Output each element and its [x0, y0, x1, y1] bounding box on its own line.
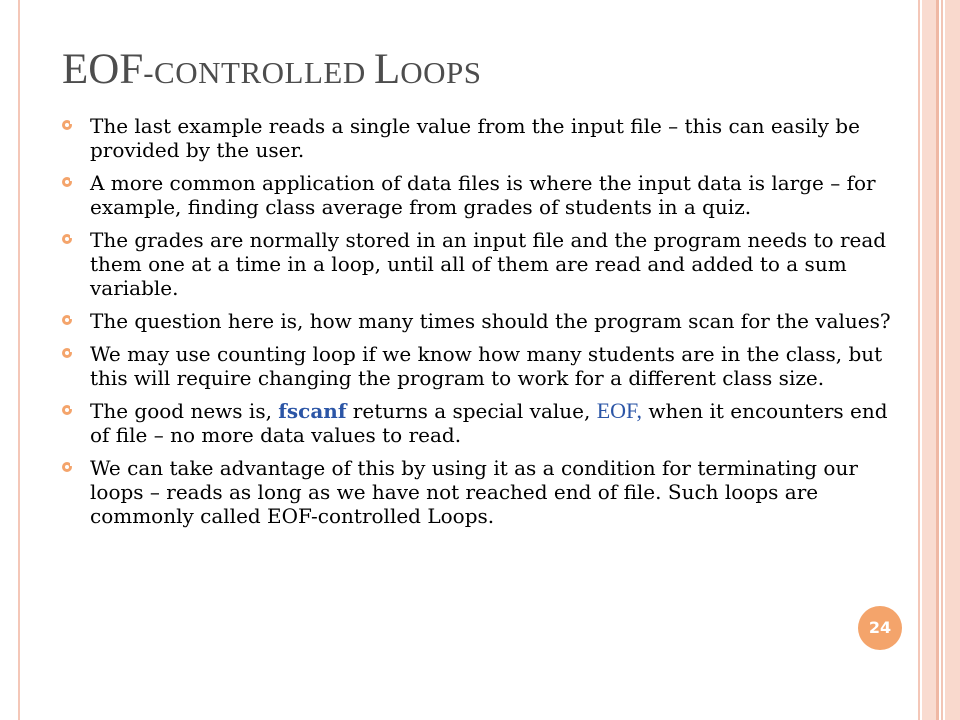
bullet-text: The grades are normally stored in an input file and the program needs to read them one at a time in a loop, until all of them are read and added to a sum variable. [90, 228, 887, 300]
bullet-text-middle: returns a special value, [346, 399, 597, 423]
bullet-text: We may use counting loop if we know how many students are in the class, but this will require changing the program to work for a different class size. [90, 342, 883, 390]
decorative-stripe [941, 0, 943, 720]
bullet-ring-icon [62, 315, 72, 325]
title-part2-rest: OOPS [400, 55, 482, 90]
bullet-text-after: when it encounters end of file – no more data values to read. [90, 399, 888, 447]
keyword-fscanf: fscanf [278, 399, 347, 423]
bullet-ring-icon [62, 234, 72, 244]
bullet-ring-icon [62, 120, 72, 130]
bullet-text: The last example reads a single value from the input file – this can easily be provided by the user. [90, 114, 860, 162]
page-number-badge: 24 [858, 606, 902, 650]
bullet-text-before: The good news is, [90, 399, 279, 423]
title-part2-cap: L [373, 46, 401, 93]
bullet-text: We can take advantage of this by using it as a condition for terminating our loops – reads as long as we have not reached end of file. Such loops are commonly called EOF-controlled Loops. [90, 456, 858, 528]
bullet-ring-icon [62, 462, 72, 472]
bullet-item [62, 342, 908, 390]
slide-title [62, 42, 482, 101]
bullet-item [62, 114, 908, 162]
bullet-text: A more common application of data files is where the input data is large – for example, finding class average from grades of students in a quiz. [90, 171, 876, 219]
bullet-item [62, 399, 908, 447]
bullet-text [90, 399, 908, 447]
title-part1-cap: EOF [62, 46, 144, 93]
bullet-ring-icon [62, 348, 72, 358]
bullet-ring-icon [62, 405, 72, 415]
bullet-item [62, 171, 908, 219]
decorative-stripe [936, 0, 939, 720]
keyword-eof: EOF, [596, 398, 643, 423]
bullet-item [62, 456, 908, 528]
title-part1-rest: -CONTROLLED [143, 55, 374, 90]
decorative-stripe [945, 0, 960, 720]
bullet-text: The question here is, how many times should the program scan for the values? [90, 309, 891, 333]
bullet-item [62, 228, 908, 300]
bullet-item [62, 309, 908, 333]
bullet-ring-icon [62, 177, 72, 187]
bullet-list [62, 114, 908, 537]
decorative-stripe [922, 0, 936, 720]
